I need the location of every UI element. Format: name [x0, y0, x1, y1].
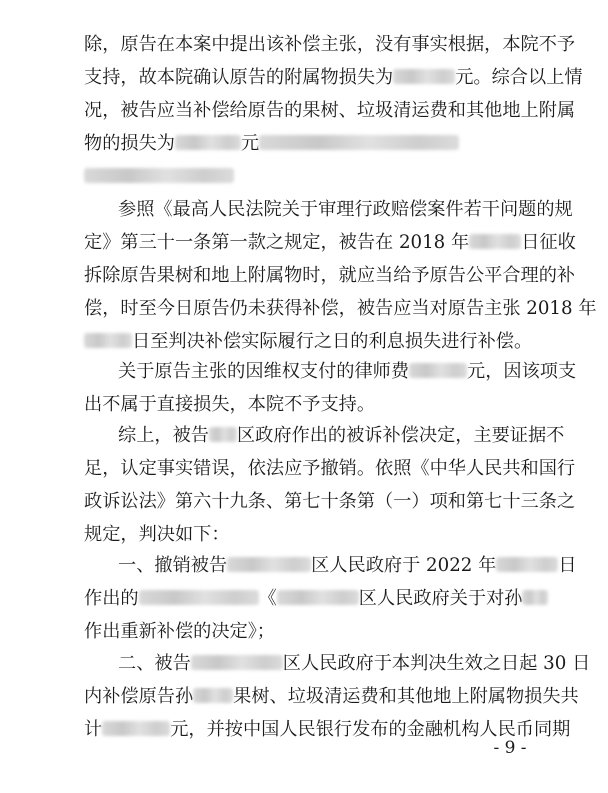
text-line: [84, 30, 576, 60]
text-line: [118, 649, 591, 679]
redacted-text: [193, 688, 233, 703]
text-segment: 区人民政府于 2022 年: [311, 555, 497, 576]
text-segment: 区政府作出的被诉补偿决定，主要证据不: [236, 425, 565, 446]
redacted-text: [175, 135, 241, 150]
text-segment: 关于原告主张的因维权支付的律师费: [118, 361, 410, 382]
redacted-text: [84, 333, 132, 348]
text-segment: 出不属于直接损失，本院不予支持。: [84, 394, 376, 415]
text-segment: 况，被告应当补偿给原告的果树、垃圾清运费和其他地上附属: [84, 100, 576, 121]
redacted-text: [139, 590, 259, 605]
text-line: [84, 454, 576, 484]
text-segment: 元: [240, 133, 260, 154]
redacted-text: [469, 234, 521, 249]
text-segment: 一、撤销被告: [118, 555, 228, 576]
text-segment: 元，并按中国人民银行发布的金融机构人民币同期: [170, 719, 571, 740]
text-segment: 综上，被告: [118, 425, 209, 446]
text-line: [84, 96, 576, 126]
redacted-text: [102, 721, 170, 736]
text-segment: 《: [258, 588, 277, 609]
text-line: [84, 294, 597, 324]
redacted-text: [227, 557, 311, 572]
text-line: [84, 520, 554, 550]
text-segment: 物的损失为: [84, 133, 175, 154]
redacted-text: [259, 135, 459, 150]
text-segment: 日: [558, 555, 577, 576]
text-segment: 参照《最高人民法院关于审理行政赔偿案件若干问题的规: [118, 199, 573, 220]
redacted-text: [409, 363, 467, 378]
redacted-text: [522, 590, 548, 605]
text-segment: 偿，时至今日原告仍未获得补偿，被告应当对原告主张 2018 年: [84, 298, 597, 319]
text-segment: 内补偿原告孙: [84, 686, 194, 707]
text-line: [84, 228, 576, 258]
text-line: [84, 682, 579, 712]
text-line: [84, 261, 576, 291]
text-segment: 区人民政府关于对孙: [358, 588, 523, 609]
page-number: - 9 -: [493, 738, 527, 758]
text-segment: 元。综合以上情: [455, 67, 583, 88]
text-segment: 计: [84, 719, 103, 740]
redacted-text: [191, 655, 283, 670]
text-line: [84, 584, 554, 614]
text-line: [84, 327, 554, 357]
redacted-text: [209, 427, 237, 442]
text-segment: 作出的: [84, 588, 139, 609]
text-segment: 足，认定事实错误，依法应予撤销。依照《中华人民共和国行: [84, 458, 576, 479]
text-segment: 定》第三十一条第一款之规定，被告在 2018 年: [84, 232, 470, 253]
text-line: [118, 551, 577, 581]
text-line: [118, 357, 577, 387]
text-line: [84, 162, 554, 192]
text-line: [84, 63, 583, 93]
text-segment: 区人民政府于本判决生效之日起 30 日: [282, 653, 591, 674]
text-line: [84, 129, 554, 159]
text-segment: 作出重新补偿的决定》；: [84, 621, 275, 642]
text-line: [84, 390, 554, 420]
text-segment: 元，因该项支: [467, 361, 577, 382]
text-segment: 二、被告: [118, 653, 191, 674]
text-line: [118, 421, 565, 451]
text-segment: 规定，判决如下：: [84, 524, 230, 545]
text-segment: 日至判决补偿实际履行之日的利息损失进行补偿。: [132, 331, 533, 352]
text-segment: 支持，故本院确认原告的附属物损失为: [84, 67, 394, 88]
text-segment: 除，原告在本案中提出该补偿主张，没有事实根据，本院不予: [84, 34, 576, 55]
redacted-text: [496, 557, 558, 572]
text-segment: 果树、垃圾清运费和其他地上附属物损失共: [233, 686, 579, 707]
text-line: [84, 617, 554, 647]
redacted-text: [84, 168, 234, 183]
text-segment: 日征收: [521, 232, 576, 253]
redacted-text: [277, 590, 359, 605]
text-line: [84, 487, 576, 517]
redacted-text: [393, 69, 455, 84]
text-line: [118, 195, 573, 225]
text-segment: 拆除原告果树和地上附属物时，就应当给予原告公平合理的补: [84, 265, 576, 286]
text-segment: 政诉讼法》第六十九条、第七十条第（一）项和第七十三条之: [84, 491, 576, 512]
